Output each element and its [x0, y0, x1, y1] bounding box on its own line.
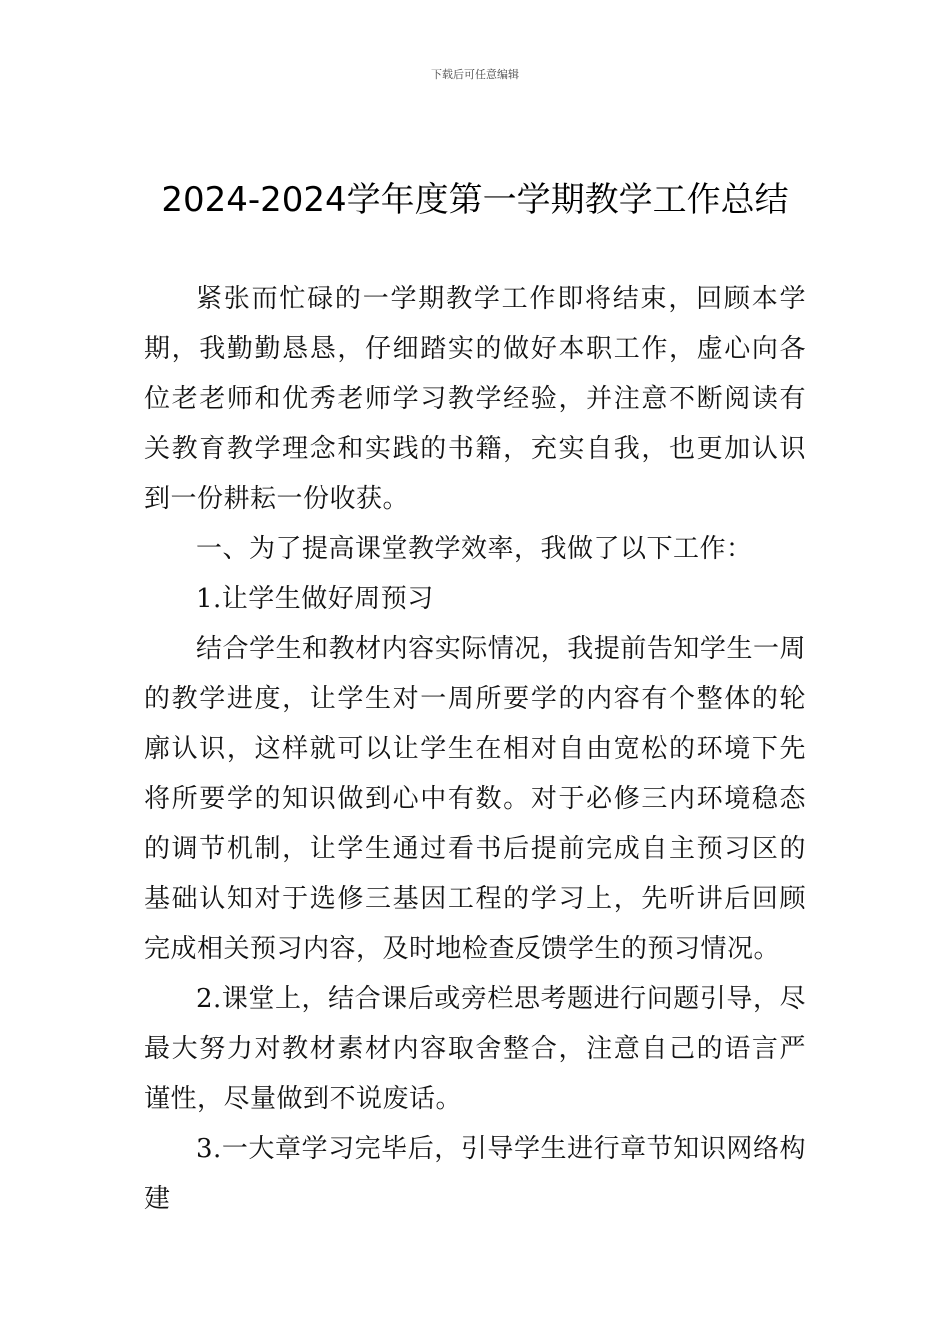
paragraph-section-heading: 一、为了提高课堂教学效率，我做了以下工作：: [196, 534, 753, 564]
paragraph-item-1-heading: 1.让学生做好周预习: [196, 584, 434, 614]
paragraph-item-2: 2.课堂上，结合课后或旁栏思考题进行问题引导，尽最大努力对教材素材内容取舍整合，注意自己的语言严谨性，尽量做到不说废话。: [144, 984, 806, 1114]
document-body: [144, 274, 806, 1224]
paragraph-item-3: 3.一大章学习完毕后，引导学生进行章节知识网络构建: [144, 1134, 806, 1214]
paragraph-item-1-body: 结合学生和教材内容实际情况，我提前告知学生一周的教学进度，让学生对一周所要学的内容有个整体的轮廓认识，这样就可以让学生在相对自由宽松的环境下先将所要学的知识做到心中有数。对于必修三内环境稳态的调节机制，让学生通过看书后提前完成自主预习区的基础认知对于选修三基因工程的学习上，先听讲后回顾完成相关预习内容，及时地检查反馈学生的预习情况。: [144, 634, 806, 964]
document-title: 2024-2024学年度第一学期教学工作总结: [161, 180, 789, 220]
paragraph-intro: 紧张而忙碌的一学期教学工作即将结束，回顾本学期，我勤勤恳恳，仔细踏实的做好本职工作，虚心向各位老老师和优秀老师学习教学经验，并注意不断阅读有关教育教学理念和实践的书籍，充实自我，也更加认识到一份耕耘一份收获。: [144, 284, 806, 514]
header-note: 下载后可任意编辑: [431, 68, 519, 81]
